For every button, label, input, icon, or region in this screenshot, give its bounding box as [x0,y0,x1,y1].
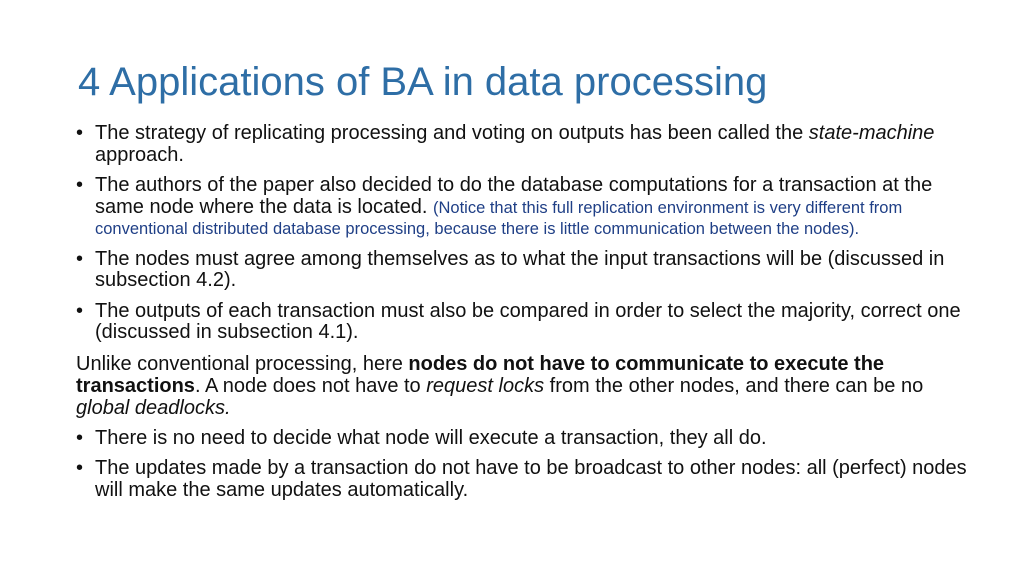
bullet-icon: • [76,122,84,144]
bullet-icon: • [76,299,84,322]
bullet-item-no-broadcast [76,458,976,501]
paragraph-italic: request locks [426,374,545,397]
bullet-text: The strategy of replicating processing and voting on outputs has been called the [95,122,809,144]
bullet-icon: • [76,457,84,479]
bullet-item-output-comparison [76,301,976,344]
paragraph-text: . A node does not have to [194,374,427,397]
paragraph-text: Unlike conventional processing, here [76,352,409,375]
paragraph-unlike-conventional [76,353,976,419]
paragraph-italic: global deadlocks. [76,396,231,419]
bullet-icon: • [76,426,84,449]
bullet-icon: • [76,247,84,270]
slide-body [76,123,976,510]
bullet-note: (Notice that this full replication environment is very different from conventional distributed database processing, because there is little communication between the nodes). [95,198,903,238]
paragraph-bold: nodes do not have to communicate to execute the transactions [76,352,885,397]
bullet-item-state-machine [76,123,976,166]
bullet-item-input-agreement [76,249,976,292]
bullet-text-italic: state-machine [808,122,935,144]
bullet-text: There is no need to decide what node will execute a transaction, they all do. [95,426,767,449]
bullet-icon: • [76,174,84,196]
bullet-item-no-decision [76,428,976,450]
bullet-item-database-computations [76,175,976,240]
bullet-text: The outputs of each transaction must also be compared in order to select the majority, correct one (discussed in subsection 4.1). [95,299,961,343]
bullet-text: The authors of the paper also decided to do the database computations for a transaction at the same node where the data is located. [95,174,933,218]
bullet-text: approach. [95,143,184,166]
bullet-text: The updates made by a transaction do not have to be broadcast to other nodes: all (perfect) nodes will make the same updates automatically. [95,457,967,501]
paragraph-text: from the other nodes, and there can be no [544,374,924,397]
slide-title: 4 Applications of BA in data processing [78,60,768,104]
bullet-text: The nodes must agree among themselves as to what the input transactions will be (discussed in subsection 4.2). [95,247,945,291]
